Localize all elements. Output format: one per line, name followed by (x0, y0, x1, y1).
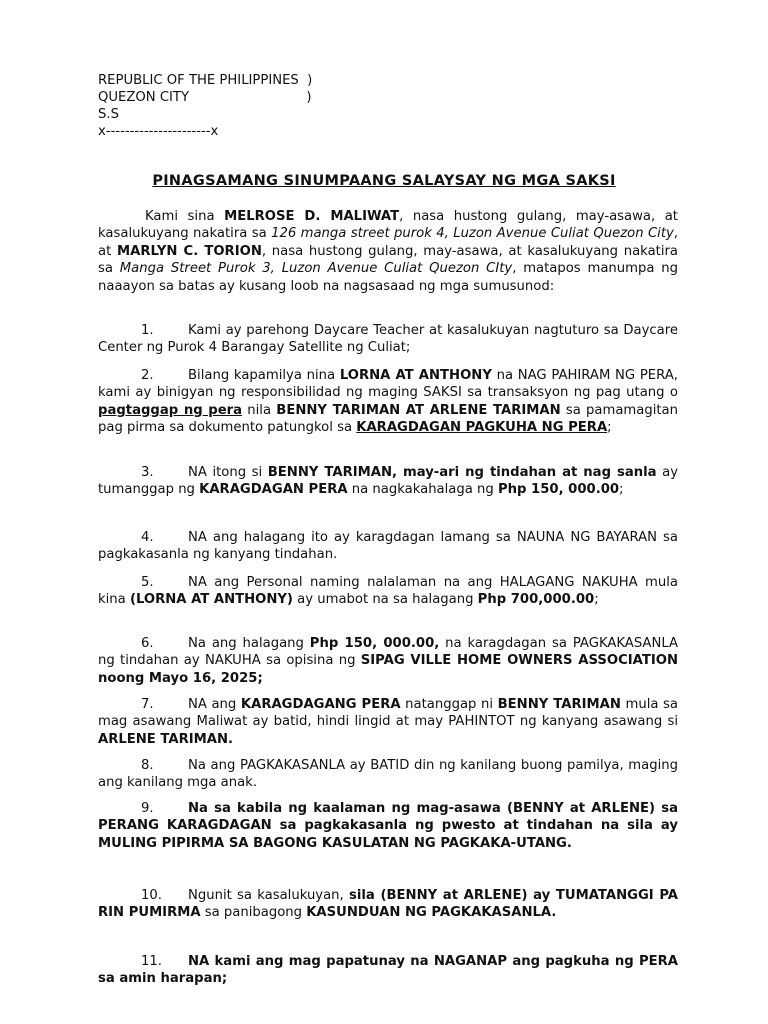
statement-text: mula sa mag asawang Maliwat ay batid, hindi lingid at may PAHINTOT ng kanyang asawang si (98, 697, 678, 730)
statement-bold: ARLENE TARIMAN. (98, 731, 234, 747)
witness-address-1: 126 manga street purok 4, Luzon Avenue Culiat Quezon City (271, 226, 674, 242)
statement-text: na NAG PAHIRAM NG PERA, kami ay binigyan ng responsibilidad ng maging SAKSI sa transaksyon ng pag utang o (98, 368, 678, 401)
statement-text: ay tumanggap ng (98, 465, 678, 498)
amount: Php 150, 000.00 (497, 482, 620, 498)
borrower-names: BENNY TARIMAN AT ARLENE TARIMAN (276, 402, 561, 418)
statement-number: 8. (141, 758, 154, 773)
statement-text: sa pamamagitan pag pirma sa dokumento patungkol sa (98, 402, 679, 436)
statement-bold: NA kami ang mag papatunay na NAGANAP ang pagkuha ng PERA sa amin harapan; (98, 954, 678, 987)
witness-name-2: MARLYN C. TORION (116, 243, 262, 259)
statement-item-9 (98, 800, 678, 852)
intro-text: , nasa hustong gulang, may-asawa, at kasalukuyang nakatira sa (98, 243, 678, 277)
statement-bold: BENNY TARIMAN (497, 697, 621, 712)
statement-bold: KARAGDAGANG PERA (240, 697, 401, 712)
witness-name-1: MELROSE D. MALIWAT (224, 209, 400, 224)
statement-text: Ngunit sa kasalukuyan, (188, 888, 349, 903)
statement-item-6 (98, 635, 678, 687)
statement-text: nila (242, 402, 277, 418)
statement-number: 1. (141, 323, 154, 338)
statement-number: 9. (141, 801, 154, 816)
statement-text: Kami ay parehong Daycare Teacher at kasalukuyan nagtuturo sa Daycare Center ng Purok 4 Barangay Satellite ng Culiat; (98, 323, 678, 356)
statement-text: NA ang (188, 697, 241, 712)
statement-text: ; (619, 482, 624, 498)
intro-text: , at (98, 226, 678, 259)
statement-text: natanggap ni (400, 697, 498, 712)
intro-text: , nasa hustong gulang, may-asawa, at kasalukuyang nakatira sa (98, 209, 678, 242)
statement-number: 10. (141, 888, 162, 903)
underlined-term: pagtaggap ng pera (98, 402, 243, 418)
statement-text: ; (594, 592, 599, 608)
intro-paragraph (98, 208, 678, 295)
intro-text: , matapos manumpa ng naaayon sa batas ay kusang loob na nagsasaad ng mga sumusunod: (98, 261, 678, 294)
statement-text: na nagkakahalaga ng (347, 482, 498, 498)
amount: Php 700,000.00 (477, 592, 595, 608)
statement-item-8 (98, 757, 678, 792)
statement-text: na karagdagan sa PAGKAKASANLA ng tindahan ay NAKUHA sa opisina ng (98, 636, 678, 669)
header-line-separator: x----------------------x (98, 124, 219, 139)
statement-bold: KASUNDUAN NG PAGKAKASANLA. (306, 905, 557, 921)
statement-bold: sila (BENNY at ARLENE) ay TUMATANGGI PA RIN PUMIRMA (98, 888, 678, 921)
statement-bold: (LORNA AT ANTHONY) (129, 592, 293, 608)
statement-number: 2. (141, 368, 154, 383)
statement-item-7 (98, 696, 678, 748)
statement-number: 11. (141, 954, 162, 969)
statement-text: NA ang Personal naming nalalaman na ang HALAGANG NAKUHA mula kina (98, 575, 678, 608)
underlined-term: KARAGDAGAN PAGKUHA NG PERA (356, 420, 608, 436)
statement-text: NA ang halagang ito ay karagdagan lamang sa NAUNA NG BAYARAN sa pagkakasanla ng kanyang tindahan. (98, 530, 678, 563)
statement-text: sa panibagong (200, 905, 307, 921)
statement-text: ay umabot na sa halagang (292, 592, 478, 608)
witness-address-2: Manga Street Purok 3, Luzon Avenue Culiat Quezon CIty (119, 261, 513, 277)
statement-text: Na ang PAGKAKASANLA ay BATID din ng kanilang buong pamilya, maging ang kanilang mga anak. (98, 758, 678, 791)
statement-text: NA itong si (188, 465, 268, 480)
header-line-city: QUEZON CITY ) (98, 90, 312, 105)
document-title: PINAGSAMANG SINUMPAANG SALAYSAY NG MGA SAKSI (152, 173, 616, 189)
statement-item-5 (98, 574, 678, 609)
statement-item-3 (98, 464, 678, 499)
statement-text: Na ang halagang (188, 636, 310, 651)
statement-bold: KARAGDAGAN PERA (199, 482, 348, 498)
statement-number: 6. (141, 636, 154, 651)
statement-item-2 (98, 367, 678, 437)
statement-text: ; (607, 420, 612, 436)
statement-item-10 (98, 887, 678, 922)
statement-bold: SIPAG VILLE HOME OWNERS ASSOCIATION noong Mayo 16, 2025; (98, 653, 678, 686)
document-header (98, 72, 312, 140)
header-line-ss: S.S (98, 107, 119, 122)
statement-number: 7. (141, 697, 154, 712)
statement-number: 5. (141, 575, 154, 590)
lender-names: LORNA AT ANTHONY (339, 368, 492, 383)
header-line-republic: REPUBLIC OF THE PHILIPPINES ) (98, 73, 313, 88)
statement-number: 3. (141, 465, 154, 480)
statement-text: Bilang kapamilya nina (188, 368, 340, 383)
intro-text: Kami sina (145, 209, 225, 224)
amount: Php 150, 000.00, (309, 636, 440, 651)
statement-bold: Na sa kabila ng kaalaman ng mag-asawa (BENNY at ARLENE) sa PERANG KARAGDAGAN sa pagkakasanla ng pwesto at tindahan na sila ay MULING PIPIRMA SA BAGONG KASULATAN NG PAGKAKA-UTANG. (98, 801, 678, 851)
statement-item-1 (98, 322, 678, 357)
statement-item-4 (98, 529, 678, 564)
statement-number: 4. (141, 530, 154, 545)
statement-item-11 (98, 953, 678, 988)
statement-bold: BENNY TARIMAN, may-ari ng tindahan at nag sanla (267, 465, 657, 480)
